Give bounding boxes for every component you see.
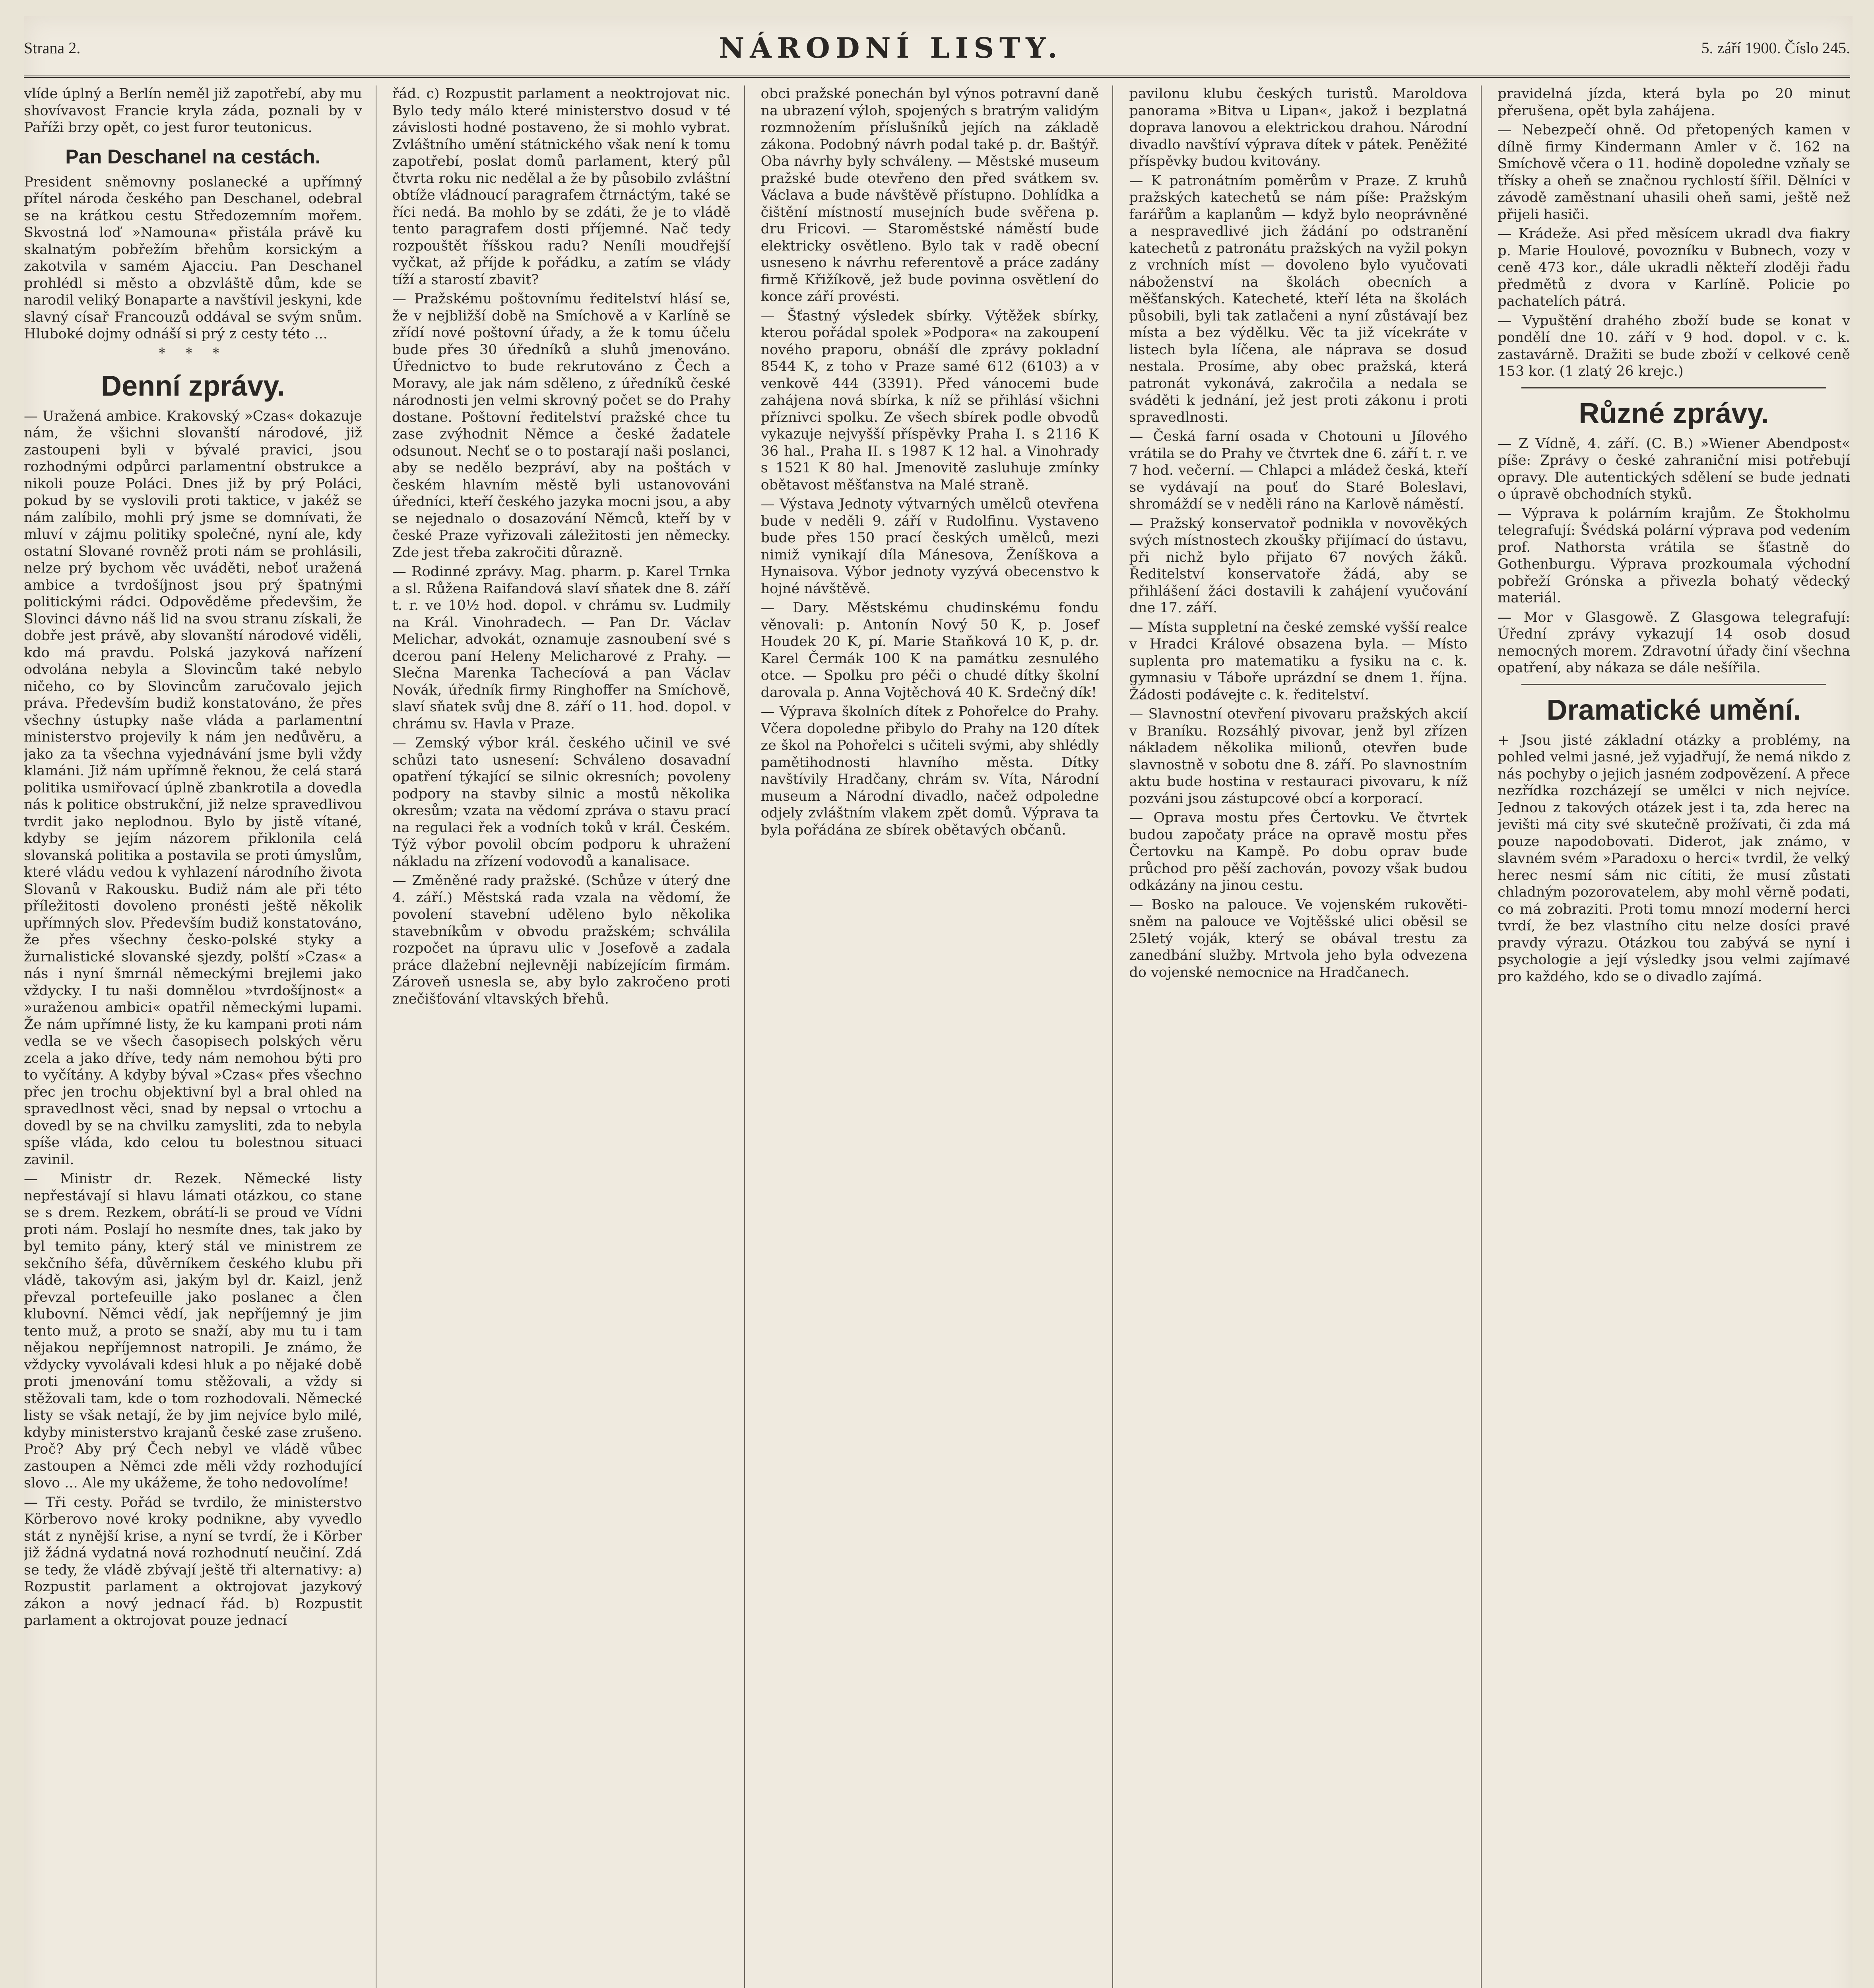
news-item-drazba: — Vypuštění drahého zboží bude se konat v pondělí dne 10. září v 9 hod. dopol. v c. k. zastavárně. Dražiti se bude zboží v celkové ceně 153 kor. (1 zlatý 26 krejc.) — [1498, 313, 1850, 379]
news-item-urazena-ambice: — Uražená ambice. Krakovský »Czas« dokazuje nám, že všichni slovanští národové, již zastoupeni byli v bývalé pravici, jsou rozhodnými odpůrci parlamentní obstrukce a nikoli pouze Poláci. Dnes již by prý Poláci, pokud by se vyslovili proti taktice, v jakéž se nám zalíbilo, mohli prý jsme se domnívati, že mluví v zájmu politiky společné, nyní ale, kdy ostatní Slované rovněž proti nám se prohlásili, nelze prý bychom věc uváděti, neboť uražená ambice a tvrdošíjnost jsou prý špatnými politickými rádci. Odpověděme předevšim, že Slovinci dávno náš lid na svou stranu získali, že dobře jest právě, aby slovanští národové viděli, kdo má pravdu. Polská jazyková nařízení odvolána nebyla a Slovincům také nebylo ničeho, co by Slovincům zaručovalo jejich práva. Především budiž konstatováno, že přes všechny ústupky naše vláda a parlamentní ministerstvo projevily k nám jen nedůvěru, a jako za ta všechna vyjednávání jsme byli vždy klamáni. Již nám upřímně řeknou, že celá stará politika usmiřovací úplně zbankrotila a dovedla nás k politice obstrukční, již nelze spravedlivou tvrdit jako neplodnou. Bylo by jistě vítané, kdyby se jejím názorem přiklonila celá slovanská politika a postavila se proti úmyslům, které vládu vedou k vyhlazení národního života Slovanů v Rakousku. Budiž nám ale při této příležitosti dovoleno pronésti ještě několik upřímných slov. Především budiž konstatováno, že přes všechny česko-polské styky a žurnalistické slovanské sjezdy, polští »Czas« a nás i nyní šmrnál německými brejlemi jako vždycky. I tu naši domnělou »tvrdošíjnost« a »uraženou ambici« opatřil německými lupami. Že nám upřímné listy, že ku kampani proti nám vedla se ve všech časopisech polských věru zcela a jako dříve, tedy nám nemohou býti pro to vyčítány. A kdyby býval »Czas« přes všechno přec jen trochu objektivní byl a bral ohled na spravedlnost věci, snad by nepsal o vrtochu a dovedl by se na chvilku zamysliti, zda to nebyla spíše vláda, kdo celou tu bolestnou situaci zavinil. — [24, 408, 362, 1168]
news-item-patronat: — K patronátním poměrům v Praze. Z kruhů pražských katechetů se nám píše: Pražským farářům a kaplanům — když bylo neoprávněné a nespravedlivé jich žádání po odstranění katechetů z patronátu pražských na vyžil pokyn z vrchních míst — dovoleno bylo vyučovati náboženství na školách obecních a měšťanských. Katecheté, kteří léta na školách působili, byli tak zatlačeni a nyní zůstávají bez místa a bez výdělku. Věc ta již vícekráte v listech byla líčena, ale náprava se dosud nestala. Prosíme, aby obec pražská, která patronát vykonává, zakročila a nedala se sváděti k jednání, jež jest proti zákonu i proti spravedlnosti. — [1129, 173, 1468, 425]
news-item-mestske-rady: — Změněné rady pražské. (Schůze v úterý dne 4. září.) Městská rada vzala na vědomí, že povolení stavební uděleno bylo několika stavebníkům v obvodu pražském; schválila rozpočet na úpravu ulic v Josefově a zadala práce dlažební nejlevněji nabízejícím firmám. Zároveň usnesla se, aby bylo zakročeno proti znečišťování vltavských břehů. — [392, 873, 731, 1007]
news-item-tri-cesty: — Tři cesty. Pořád se tvrdilo, že ministerstvo Körberovo nové kroky podnikne, aby vyvedlo stát z nynější krise, a nyní se tvrdí, že i Körber již žádná vydatná nová rozhodnutí neučiní. Zdá se tedy, že vládě zbývají ještě tři alternativy: a) Rozpustit parlament a oktrojovat jazykový zákon a nový jednací řád. b) Rozpustit parlament a oktrojovat pouze jednací — [24, 1494, 362, 1629]
news-item-ministr-rezek: — Ministr dr. Rezek. Německé listy nepřestávají si hlavu lámati otázkou, co stane se s drem. Rezkem, obrátí-li se proud ve Vídni proti nám. Poslají ho nesmíte dnes, tak jako by byl temito pány, který stál ve ministrem ze sekčního šéfa, důvěrníkem českého klubu při vládě, takovým asi, jakým byl dr. Kaizl, jenž převzal portefeuille jako poslanec a člen klubovní. Němci vědí, jak nepříjemný je jim tento muž, a proto se snaží, aby mu tu i tam nějakou nepříjemnost natropili. Je známo, že vždycky vyvolávali kdesi hluk a po nějaké době proti jmenování tomu stěžovali, a vždy si stěžovali tam, kde o tom rozhodovali. Německé listy se však netají, že by jim nejvíce bylo milé, kdyby ministerstvo krajanů české zase zrušeno. Proč? Aby prý Čech nebyl ve vládě vůbec zastoupen a Němci zde měli vždy rozhodující slovo ... Ale my ukážeme, že toho nedovolíme! — [24, 1171, 362, 1491]
ornament-divider: * * * — [159, 345, 227, 361]
article-dramaticke-umeni: + Jsou jisté základní otázky a problémy, na pohled velmi jasné, jež vyjadřují, že nemá nikdo z nás pochyby o jejich jasném zodpovězení. A přece nezřídka rozcházejí se umělci v nich nejvíce. Jednou z takových otázek jest i ta, zda herec na jevišti má city své skutečně prožívati, či zda má pouze napodobovati. Diderot, jak známo, v slavném svém »Paradoxu o herci« tvrdil, že velký herec nesmí sám nic cítiti, že musí zůstati chladným pozorovatelem, aby mohl věrně podati, co má zobraziti. Proti tomu mnozí moderní herci tvrdí, že bez vlastního citu nelze dosíci pravé pravdy výrazu. Otázkou tou zabývá se nyní i psychologie a její výsledky jsou velmi zajímavé pro každého, kdo se o divadlo zajímá. — [1498, 732, 1850, 985]
news-item-mista-suppletni: — Místa suppletní na české zemské vyšší realce v Hradci Králové obsazena byla. — Místo suplenta pro matematiku a fysiku na c. k. gymnasiu v Táboře uprázdní se dnem 1. října. Žádosti podávejte c. k. ředitelství. — [1129, 619, 1468, 703]
news-item-vyprava-ditek: — Výprava školních dítek z Pohořelce do Prahy. Včera dopoledne přibylo do Prahy na 120 dítek ze škol na Pohořelci s učiteli svými, aby shlédly pamětihodnosti hlavního města. Dítky navštívily Hradčany, chrám sv. Víta, Národní museum a Národní divadlo, načež odpoledne odjely zvláštním vlakem zpět domů. Výprava ta byla pořádána ze sbírek obětavých občanů. — [760, 704, 1099, 838]
column-1 — [24, 85, 376, 1988]
masthead-title: NÁRODNÍ LISTY. — [719, 31, 1063, 64]
page-header — [24, 24, 1850, 72]
news-item-sbirka: — Šťastný výsledek sbírky. Výtěžek sbírky, kterou pořádal spolek »Podpora« na zakoupení nového praporu, obnáší dle zprávy pokladní 8544 K, z toho v Praze samé 612 (6103) a v venkově 444 (3391). Před vánocemi bude zahájena nová sbírka, k níž se přihlásí všichni příznivci spolku. Ze všech sbírek podle obvodů vykazuje nejvyšší příspěvky Praha I. s 2116 K 36 hal., Praha II. s 1987 K 12 hal. a Vinohrady s 1521 K 80 hal. Jmenovitě zasluhuje zmínky obětavost měšťanstva na Malé straně. — [760, 308, 1099, 493]
news-item-jizda: pravidelná jízda, která byla po 20 minut přerušena, opět byla zahájena. — [1498, 86, 1850, 119]
news-item-mor-glasgow: — Mor v Glasgowě. Z Glasgowa telegrafují: Úřední zprávy vykazují 14 osob dosud nemocných morem. Zdravotní úřady činí všechna opatření, aby nákaza se dále nešířila. — [1498, 609, 1850, 676]
news-item-pivovar: — Slavnostní otevření pivovaru pražských akcií v Braníku. Rozsáhlý pivovar, jenž byl zřízen nákladem několika milionů, otevřen bude slavnostně v sobotu dne 8. září. Po slavnostním aktu bude hostina v restauraci pivovaru, k níž pozváni jsou zástupcové obcí a korporací. — [1129, 706, 1468, 807]
news-item-oprava-mostu: — Oprava mostu přes Čertovku. Ve čtvrtek budou započaty práce na opravě mostu přes Čertovku na Kampě. Po dobu oprav bude průchod pro pěší zachován, povozy však budou odkázány na jinou cestu. — [1129, 810, 1468, 893]
article-continuation: vlíde úplný a Berlín neměl již zapotřebí, aby mu shovívavost Francie kryla záda, poznali by v Paříži brzy opět, co jest furor teutonicus. — [24, 86, 362, 136]
column-2 — [392, 85, 745, 1988]
news-item-postovni-reditelstvi: — Pražskému poštovnímu ředitelství hlásí se, že v nejbližší době na Smíchově a v Karlíně se zřídí nové poštovní úřady, a že k tomu účelu bude přes 30 úředníků a sluhů jmenováno. Úřednictvo to bude rekrutováno z Čech a Moravy, ale jak nám sděleno, z úředníků české národnosti jen velmi skrovný počet se do Prahy dostane. Poštovní ředitelství pražské chce tu zase zvýhodnit Němce a české žadatele odsunout. Nechť se o to postarají naši poslanci, aby se nedělo bezpráví, aby na poštách v českém hlavním městě byli ustanovováni úředníci, kteří českého jazyka mocni jsou, a aby se nejednalo o dosazování Němců, kteří by v české Praze vyřizovali záležitosti jen německy. Zde jest třeba zakročiti důrazně. — [392, 291, 731, 561]
news-item-vystava: — Výstava Jednoty výtvarných umělců otevřena bude v neděli 9. září v Rudolfinu. Vystaveno bude přes 150 prací českých umělců, mezi nimiž vynikají díla Mánesova, Ženíškova a Hynaisova. Výbor jednoty vyzývá obecenstvo k hojné návštěvě. — [760, 496, 1099, 597]
news-item-polarni-vyprava: — Výprava k polárním krajům. Ze Štokholmu telegrafují: Švédská polární výprava pod vedením prof. Nathorsta vrátila se šťastně do Gothenburgu. Výprava prozkoumala východní pobřeží Grónska a přivezla bohatý vědecký materiál. — [1498, 505, 1850, 606]
news-item-pavilon: pavilonu klubu českých turistů. Maroldova panorama »Bitva u Lipan«, jakož i bezplatná doprava lanovou a elektrickou drahou. Národní divadlo navštíví výprava dítek v pátek. Peněžité příspěvky budou kvitovány. — [1129, 86, 1468, 169]
page-number: Strana 2. — [24, 39, 81, 57]
section-divider — [1521, 684, 1826, 685]
news-item-zemsky-vybor: — Zemský výbor král. českého učinil ve své schůzi tato usnesení: Schváleno dosavadní opatření týkající se silnic okresních; povoleny podpory na stavby silnic a mostů několika okresům; vzata na vědomí zpráva o stavu prací na regulaci řek a vodních toků v král. Českém. Týž výbor povolil obcím podporu k uhražení nákladu na zřízení vodovodů a kanalisace. — [392, 735, 731, 870]
news-item-viden: — Z Vídně, 4. září. (C. B.) »Wiener Abendpost« píše: Zprávy o české zahraniční misi potřebují opravy. Dle autentických sdělení se bude jednati o úpravě obchodních styků. — [1498, 435, 1850, 502]
date-and-issue: 5. září 1900. Číslo 245. — [1701, 39, 1850, 57]
article-columns — [24, 85, 1850, 1988]
news-item-nebezpeci-ohne: — Nebezpečí ohně. Od přetopených kamen v dílně firmy Kindermann Amler v č. 162 na Smíchově včera o 11. hodině dopoledne vzňaly se třísky a oheň se značnou rychlostí šířil. Dělníci v závodě zaměstnaní uhasili oheň sami, ještě než přijeli hasiči. — [1498, 122, 1850, 223]
article-body-deschanel: President sněmovny poslanecké a upřímný přítel národa českého pan Deschanel, odebral se na krátkou cestu Středozemním mořem. Skvostná loď »Namouna« přistála právě ku skalnatým pobřežím břehům korsickým a zakotvila v samém Ajacciu. Pan Deschanel prohlédl si město a obzvláště dům, kde se narodil veliký Bonaparte a navštívil jeskyni, kde slavný císař Francouzů oddával se svým snům. Hluboké dojmy odnáší si prý z cesty této ... — [24, 174, 362, 342]
news-item-kradeze: — Krádeže. Asi před měsícem ukradl dva fiakry p. Marie Houlové, povozníku v Bubnech, vozy v ceně 473 kor., dále ukradli někteří zloději řadu předmětů z dvora v Karlíně. Policie po pachatelích pátrá. — [1498, 226, 1850, 309]
news-item-rodinne-zpravy: — Rodinné zprávy. Mag. pharm. p. Karel Trnka a sl. Růžena Raifandová slaví sňatek dne 8. září t. r. ve 10½ hod. dopol. v chrámu sv. Ludmily na Král. Vinohradech. — Pan Dr. Václav Melichar, advokát, oznamuje zasnoubení své s dcerou paní Heleny Melicharové z Prahy. — Slečna Marenka Tachecíová a pan Václav Novák, úředník firmy Ringhoffer na Smíchově, slaví sňatek svůj dne 8. září o 11. hod. dopol. v chrámu sv. Havla v Praze. — [392, 564, 731, 732]
column-3 — [761, 85, 1114, 1988]
news-item-mestska-rada: obci pražské ponechán byl výnos potravní daně na ubrazení výloh, spojených s bratrým validým rozmnožením příslušníků jejích na základě zákona. Podobný návrh podal také p. dr. Baštýř. Oba návrhy byly schváleny. — Městské museum pražské bude otevřeno den před svátkem sv. Václava a bude návštěvě přístupno. Dohlídka a čištění místností musejních bude svěřena p. dru Fricovi. — Staroměstské náměstí bude elektricky osvětleno. Bylo tak v radě obecní usneseno k návrhu referentově a práce zadány firmě Křižíkově, jež bude povinna osvětlení do konce září provésti. — [760, 86, 1099, 305]
column-5 — [1498, 85, 1850, 1988]
news-item-bosko: — Bosko na palouce. Ve vojenském rukověti-sněm na palouce ve Vojtěšské ulici oběsil se 25letý voják, který se obával trestu za zanedbání služby. Mrtvola jeho byla odvezena do vojenské nemocnice na Hradčanech. — [1129, 897, 1468, 980]
news-item-parlament: řád. c) Rozpustit parlament a neoktrojovat nic. Bylo tedy málo které ministerstvo dosud v té závislosti hodné postaveno, že si mohlo vybrat. Zvláštního umění státnického však není k tomu zapotřebí, poslat domů parlament, který půl čtvrta roku nic nedělal a že by působilo zvláštní obtíže vládnoucí paragrafem čtrnáctým, také se říci nedá. Ba mohlo by se zdáti, že je to vládě tento paragrafem dosti příjemné. Nač tedy rozpouštět říšskou radu? Neníli moudřejší vyčkat, až příjde k pořádku, a zatím se vlády tíží a starostí zbavit? — [392, 86, 731, 288]
headline-deschanel: Pan Deschanel na cestách. — [65, 145, 321, 168]
section-divider — [1521, 387, 1826, 388]
news-item-konservator: — Pražský konservatoř podnikla v novověkých svých místnostech zkoušky přijímací do ústavu, při nichž bylo přijato 67 nových žáků. Ředitelství konservatoře žádá, aby se přihlášení žáci dostavili k zahájení vyučování dne 17. září. — [1129, 515, 1468, 616]
news-item-dary: — Dary. Městskému chudinskému fondu věnovali: p. Antonín Nový 50 K, p. Josef Houdek 20 K, pí. Marie Staňková 10 K, p. dr. Karel Čermák 100 K na památku zesnulého otce. — Spolku pro péči o chudé dítky školní darovala p. Anna Vojtěchová 40 K. Srdečný dík! — [760, 600, 1099, 701]
header-rule — [24, 76, 1850, 78]
news-item-farni-osada: — Česká farní osada v Chotouni u Jílového vrátila se do Prahy ve čtvrtek dne 6. září t. r. ve 7 hod. večerní. — Chlapci a mládež česká, kteří se vydávají na pouť do Staré Boleslavi, shromáždí se v neděli ráno na Karlově náměstí. — [1129, 429, 1468, 512]
column-4 — [1129, 85, 1482, 1988]
headline-ruzne-zpravy: Různé zprávy. — [1579, 397, 1769, 429]
headline-dramaticke-umeni: Dramatické umění. — [1546, 694, 1801, 726]
headline-denni-zpravy: Denní zprávy. — [101, 370, 285, 402]
